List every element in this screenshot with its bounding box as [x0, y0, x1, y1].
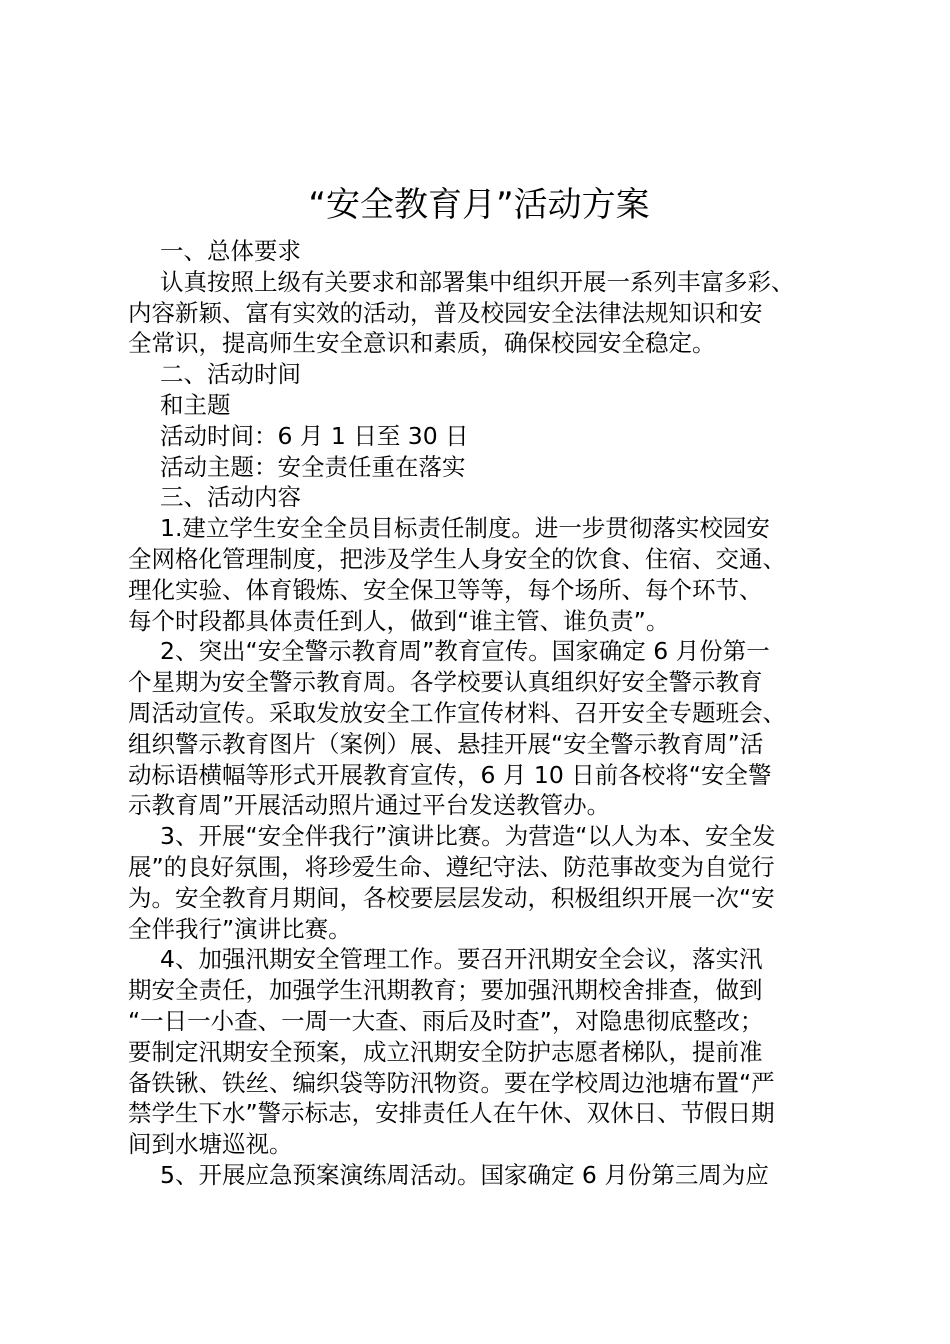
text-line: 和主题 [160, 390, 231, 419]
text-line: 全伴我行”演讲比赛。 [128, 914, 352, 943]
text-line: 2、突出“安全警示教育周”教育宣传。国家确定 6 月份第一 [160, 637, 770, 666]
text-line: 为。安全教育月期间，各校要层层发动，积极组织开展一次“安 [128, 883, 775, 912]
text-line: 全网格化管理制度，把涉及学生人身安全的饮食、住宿、交通、 [128, 544, 786, 573]
text-line: 示教育周”开展活动照片通过平台发送教管办。 [128, 791, 611, 820]
text-line: 组织警示教育图片（案例）展、悬挂开展“安全警示教育周”活 [128, 729, 764, 758]
text-line: 4、加强汛期安全管理工作。要召开汛期安全会议，落实汛 [160, 945, 763, 974]
text-line: 禁学生下水”警示标志，安排责任人在午休、双休日、节假日期 [128, 1099, 775, 1128]
text-line: 二、活动时间 [160, 360, 301, 389]
text-line: 周活动宣传。采取发放安全工作宣传材料、召开安全专题班会、 [128, 698, 786, 727]
document-page [128, 180, 830, 1191]
text-line: 每个时段都具体责任到人，做到“谁主管、谁负责”。 [128, 606, 670, 635]
text-line: 个星期为安全警示教育周。各学校要认真组织好安全警示教育 [128, 668, 763, 697]
text-line: 活动时间：6 月 1 日至 30 日 [160, 421, 469, 450]
text-line: 期安全责任，加强学生汛期教育；要加强汛期校舍排查，做到 [128, 976, 763, 1005]
text-line: 一、总体要求 [160, 237, 301, 265]
text-line: 动标语横幅等形式开展教育宣传，6 月 10 日前各校将“安全警 [128, 760, 772, 789]
text-line: 展”的良好氛围，将珍爱生命、遵纪守法、防范事故变为自觉行 [128, 852, 775, 881]
text-line: 5、开展应急预案演练周活动。国家确定 6 月份第三周为应 [160, 1160, 769, 1189]
document-title: “安全教育月”活动方案 [308, 185, 650, 225]
text-line: “一日一小查、一周一大查、雨后及时查”，对隐患彻底整改； [128, 1006, 764, 1035]
text-line: 认真按照上级有关要求和部署集中组织开展一系列丰富多彩、 [160, 267, 795, 296]
text-line: 内容新颖、富有实效的活动，普及校园安全法律法规知识和安 [128, 298, 763, 327]
text-line: 1.建立学生安全全员目标责任制度。进一步贯彻落实校园安 [160, 514, 770, 543]
text-line: 3、开展“安全伴我行”演讲比赛。为营造“以人为本、安全发 [160, 822, 776, 851]
text-line: 备铁锹、铁丝、编织袋等防汛物资。要在学校周边池塘布置“严 [128, 1068, 775, 1097]
text-line: 理化实验、体育锻炼、安全保卫等等，每个场所、每个环节、 [128, 575, 763, 604]
text-line: 活动主题：安全责任重在落实 [160, 452, 466, 481]
text-line: 全常识，提高师生安全意识和素质，确保校园安全稳定。 [128, 329, 716, 358]
text-line: 间到水塘巡视。 [128, 1130, 293, 1159]
text-line: 要制定汛期安全预案，成立汛期安全防护志愿者梯队，提前准 [128, 1037, 763, 1066]
text-line: 三、活动内容 [160, 483, 301, 512]
document-body [128, 236, 830, 1191]
